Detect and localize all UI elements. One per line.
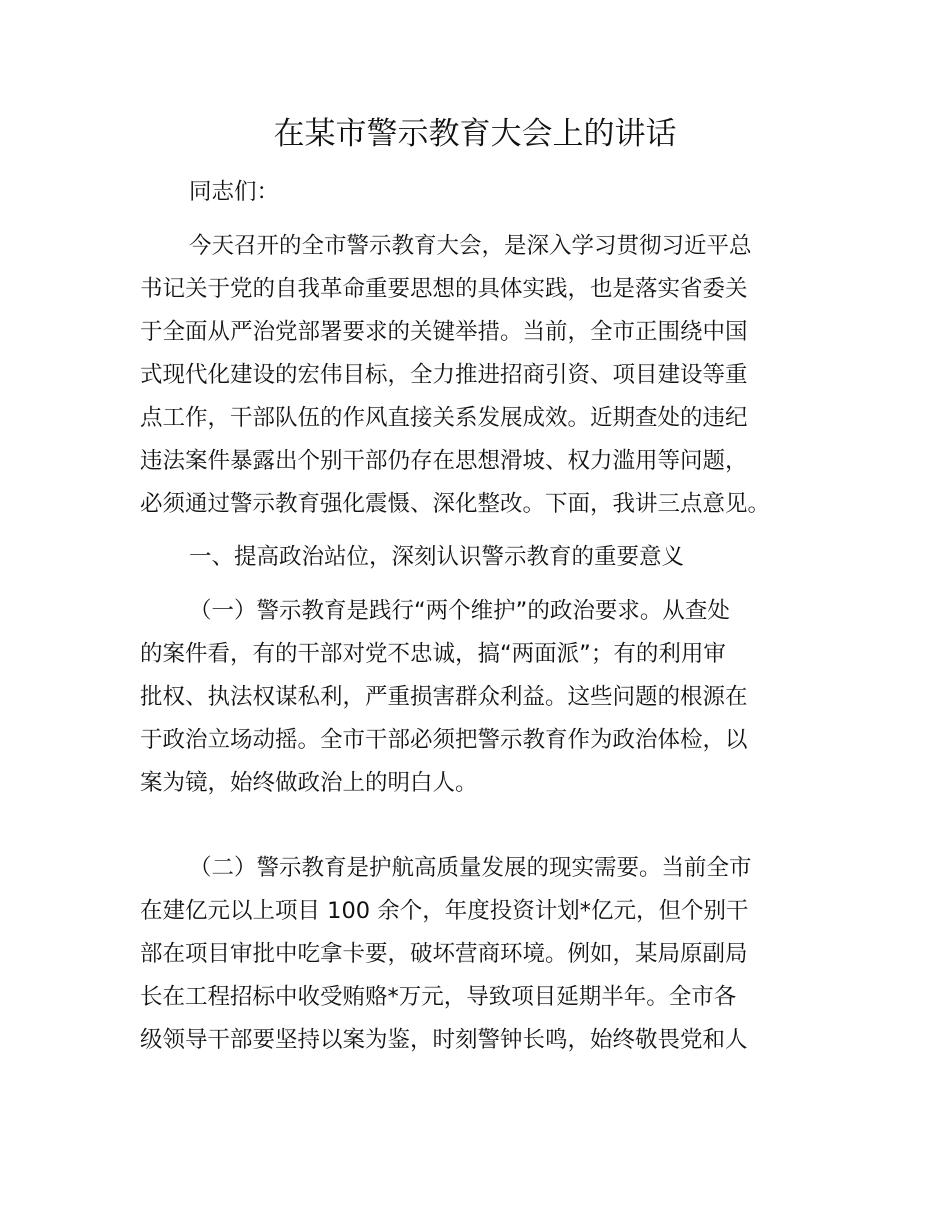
paragraph-1-line-3: 于全面从严治党部署要求的关键举措。当前，全市正围绕中国 xyxy=(140,319,748,345)
paragraph-1-line-4: 式现代化建设的宏伟目标，全力推进招商引资、项目建设等重 xyxy=(140,362,748,388)
paragraph-3-line-2: 在建亿元以上项目 100 余个，年度投资计划*亿元，但个别干 xyxy=(140,898,749,924)
paragraph-1-line-5: 点工作，干部队伍的作风直接关系发展成效。近期查处的违纪 xyxy=(140,405,748,431)
paragraph-1-line-1: 今天召开的全市警示教育大会，是深入学习贯彻习近平总 xyxy=(189,233,752,259)
salutation: 同志们： xyxy=(189,179,280,205)
section-heading-1: 一、提高政治站位，深刻认识警示教育的重要意义 xyxy=(189,544,685,570)
paragraph-2-line-1: （一）警示教育是践行“两个维护”的政治要求。从查处 xyxy=(189,598,730,624)
paragraph-3-line-5: 级领导干部要坚持以案为鉴，时刻警钟长鸣，始终敬畏党和人 xyxy=(140,1027,748,1053)
paragraph-2-line-2: 的案件看，有的干部对党不忠诚，搞“两面派”；有的利用审 xyxy=(140,641,726,667)
paragraph-3-line-4: 长在工程招标中收受贿赂*万元，导致项目延期半年。全市各 xyxy=(140,984,737,1010)
paragraph-2-line-4: 于政治立场动摇。全市干部必须把警示教育作为政治体检，以 xyxy=(140,727,748,753)
paragraph-2-line-5: 案为镜，始终做政治上的明白人。 xyxy=(140,770,478,796)
paragraph-2-line-3: 批权、执法权谋私利，严重损害群众利益。这些问题的根源在 xyxy=(140,684,748,710)
document-title: 在某市警示教育大会上的讲话 xyxy=(273,116,677,152)
paragraph-1-line-2: 书记关于党的自我革命重要思想的具体实践，也是落实省委关 xyxy=(140,276,748,302)
paragraph-3-line-1: （二）警示教育是护航高质量发展的现实需要。当前全市 xyxy=(189,855,752,881)
paragraph-3-line-3: 部在项目审批中吃拿卡要，破坏营商环境。例如，某局原副局 xyxy=(140,941,748,967)
paragraph-1-line-7: 必须通过警示教育强化震慑、深化整改。下面，我讲三点意见。 xyxy=(140,491,771,517)
paragraph-1-line-6: 违法案件暴露出个别干部仍存在思想滑坡、权力滥用等问题， xyxy=(140,448,748,474)
